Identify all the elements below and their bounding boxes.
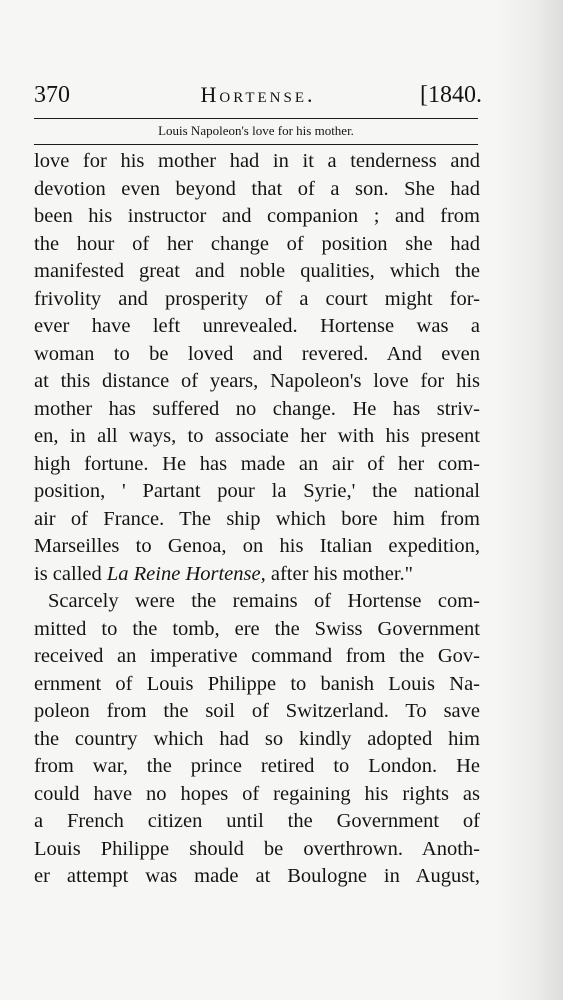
text-line: ever have left unrevealed. Hortense was a bbox=[34, 315, 480, 337]
text-line: received an imperative command from the Gov- bbox=[34, 645, 480, 667]
text-line: air of France. The ship which bore him from bbox=[34, 507, 480, 530]
text-line: poleon from the soil of Switzerland. To save bbox=[34, 700, 480, 722]
text-line: a French citizen until the Government of bbox=[34, 810, 480, 832]
section-subtitle: Louis Napoleon's love for his mother. bbox=[158, 123, 354, 138]
header-rule bbox=[34, 118, 478, 119]
text-line: er attempt was made at Boulogne in August, bbox=[34, 865, 480, 887]
text-line: manifested great and noble qualities, which the bbox=[34, 260, 480, 282]
text-line: the hour of her change of position she had bbox=[34, 232, 480, 255]
ship-name-italic: La Reine Hortense, bbox=[106, 562, 266, 585]
text-line: Louis Philippe should be overthrown. Anoth- bbox=[34, 837, 480, 860]
text-line-ship-name bbox=[34, 561, 480, 589]
text-line: at this distance of years, Napoleon's love for his bbox=[34, 370, 480, 392]
text-line: love for his mother had in it a tenderness and bbox=[34, 150, 480, 172]
body-text bbox=[34, 148, 480, 891]
running-header bbox=[34, 78, 482, 112]
text-line-paragraph-start: Scarcely were the remains of Hortense com- bbox=[48, 590, 480, 612]
text-line: mother has suffered no change. He has striv- bbox=[34, 397, 480, 420]
text-line: position, ' Partant pour la Syrie,' the national bbox=[34, 480, 480, 502]
text-line: from war, the prince retired to London. He bbox=[34, 755, 480, 777]
header-year: [1840. bbox=[420, 82, 482, 108]
text-line: frivolity and prosperity of a court might for- bbox=[34, 287, 480, 310]
text-line: en, in all ways, to associate her with his present bbox=[34, 425, 480, 447]
text-line: devotion even beyond that of a son. She had bbox=[34, 177, 480, 200]
text-line: high fortune. He has made an air of her com- bbox=[34, 452, 480, 475]
text-line: could have no hopes of regaining his rights as bbox=[34, 782, 480, 805]
text-line: ernment of Louis Philippe to banish Louis Na- bbox=[34, 672, 480, 695]
running-title: Hortense. bbox=[200, 82, 316, 107]
ship-line-before: is called bbox=[34, 562, 107, 585]
page-edge-shadow bbox=[493, 0, 563, 1000]
text-line: mitted to the tomb, ere the Swiss Government bbox=[34, 617, 480, 640]
ship-line-after: after his mother." bbox=[265, 562, 414, 585]
text-line: the country which had so kindly adopted him bbox=[34, 727, 480, 750]
text-line: woman to be loved and revered. And even bbox=[34, 342, 480, 365]
subtitle-rule bbox=[34, 144, 478, 145]
text-line: been his instructor and companion ; and from bbox=[34, 205, 480, 227]
text-line: Marseilles to Genoa, on his Italian expedition, bbox=[34, 535, 480, 557]
page-number: 370 bbox=[34, 82, 70, 108]
